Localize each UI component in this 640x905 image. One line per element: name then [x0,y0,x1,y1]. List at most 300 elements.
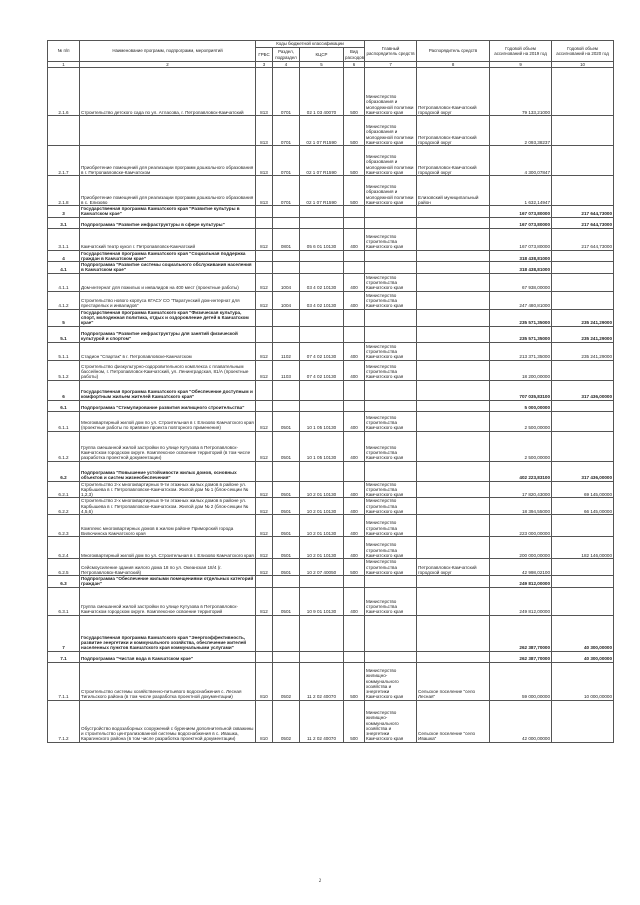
row-grbs [256,262,273,274]
row-kcsr: 07 4 02 10130 [300,342,344,360]
row-main-manager: Министерство жилищно-коммунального хозяйства и энергетики Камчатского края [365,700,417,742]
row-name: Строительство детского сада по ул. Атласова, г. Петропавловск-Камчатский [80,68,256,116]
row-amount-2020 [552,431,614,461]
header-main-manager: Главный распорядитель средств [365,41,417,62]
row-recipient [417,411,490,431]
row-kcsr: 02 1 03 40070 [300,68,344,116]
row-amount-2020: 235 241,29000 [552,309,614,326]
row-amount-2020 [552,176,614,206]
row-amount-2019: 2 500,00000 [490,431,552,461]
row-grbs: 813 [256,68,273,116]
row-amount-2020 [552,291,614,309]
row-recipient [417,309,490,326]
row-name: Государственная программа Камчатского края "Физическая культура, спорт, молодежная политика, отдых и оздоровление детей в Камчатском крае" [80,309,256,326]
row-section [273,615,300,651]
row-section [273,262,300,274]
row-kvr [344,262,365,274]
row-amount-2019: 17 820,43000 [490,481,552,498]
row-main-manager: Министерство строительства Камчатского края [365,481,417,498]
row-kcsr [300,250,344,262]
row-name: Строительство системы хозяйственно-питьевого водоснабжения с. Лесная Тигильского района (в том числе разработка проектной документации) [80,662,256,700]
row-name: Приобретение помещений для реализации программ дошкольного образования в г. Петропавловске-Камчатском [80,146,256,176]
row-kcsr: 10 2 01 10130 [300,515,344,537]
row-amount-2020: 10 000,00000 [552,662,614,700]
row-amount-2020 [552,515,614,537]
table-row [48,342,614,360]
row-amount-2019: 1 632,14947 [490,176,552,206]
row-name: Подпрограмма "Развитие инфраструктуры для занятий физической культурой и спортом" [80,326,256,342]
row-amount-2020: 182 146,00000 [552,537,614,559]
row-number: 6.1.2 [48,431,80,461]
row-kvr: 400 [344,360,365,380]
row-main-manager: Министерство строительства Камчатского края [365,559,417,576]
row-grbs [256,400,273,411]
row-kcsr: 03 4 02 10130 [300,291,344,309]
table-row [48,411,614,431]
row-recipient: Петропавловск-Камчатский городской округ [417,68,490,116]
row-grbs [256,461,273,481]
row-grbs [256,576,273,588]
header-index: 1 [48,62,80,68]
table-row [48,380,614,400]
row-section: 0501 [273,515,300,537]
row-amount-2019: 262 387,70000 [490,651,552,662]
row-kvr [344,651,365,662]
row-amount-2019: 235 571,35000 [490,309,552,326]
row-amount-2020: 66 145,00000 [552,498,614,515]
row-name: Группа смешанной жилой застройки по улице Кутузова в Петропавловск-Камчатском городском округе. Комплексное освоение территорий (в том числе разработка проектной документации) [80,431,256,461]
row-recipient [417,250,490,262]
row-number: 7.1 [48,651,80,662]
row-number: 4 [48,250,80,262]
row-kcsr [300,615,344,651]
row-kvr: 500 [344,559,365,576]
row-amount-2019: 249 812,00000 [490,576,552,588]
row-name: Многоквартирный жилой дом по ул. Строительная в г. Елизово Камчатского края [80,537,256,559]
row-main-manager [365,326,417,342]
row-kvr: 500 [344,700,365,742]
row-recipient [417,587,490,615]
table-row [48,461,614,481]
row-kcsr [300,206,344,218]
row-name: Подпрограмма "Развитие инфраструктуры в сфере культуры" [80,217,256,228]
header-2019: Годовой объем ассигнований на 2019 год [490,41,552,62]
row-recipient [417,262,490,274]
row-number: 6.1.1 [48,411,80,431]
row-kcsr: 05 6 01 10130 [300,228,344,250]
row-name: Строительство 2-х многоквартирных 9-ти этажных жилых домов в районе ул. Карбышева в г. Петропавловске-Камчатском. Жилой дом № 2 (блок-секции № 4,5,6) [80,498,256,515]
table-row [48,615,614,651]
row-amount-2019: 213 371,35000 [490,342,552,360]
row-amount-2019: 167 073,80000 [490,217,552,228]
row-main-manager [365,262,417,274]
row-recipient: Петропавловск-Камчатский городской округ [417,116,490,146]
row-amount-2019: 402 223,83100 [490,461,552,481]
row-section: 1004 [273,273,300,291]
header-index: 8 [417,62,490,68]
row-recipient: Петропавловск-Камчатский городской округ [417,559,490,576]
row-grbs: 813 [256,176,273,206]
row-name: Группа смешанной жилой застройки по улице Кутузова в Петропавловск-Камчатском городском округе. Комплексное освоение территорий [80,587,256,615]
row-kvr: 500 [344,116,365,146]
row-section: 0701 [273,68,300,116]
row-main-manager: Министерство строительства Камчатского края [365,515,417,537]
row-amount-2020 [552,559,614,576]
row-grbs: 812 [256,498,273,515]
row-name: Подпрограмма "Обеспечение жилыми помещениями отдельных категорий граждан" [80,576,256,588]
row-kvr: 400 [344,498,365,515]
row-amount-2020: 217 644,73000 [552,217,614,228]
row-grbs: 813 [256,116,273,146]
row-recipient [417,206,490,218]
row-amount-2019: 167 073,80000 [490,228,552,250]
row-amount-2019: 262 387,70000 [490,615,552,651]
row-kcsr [300,576,344,588]
row-number: 5.1 [48,326,80,342]
row-amount-2019: 4 300,07847 [490,146,552,176]
row-amount-2019: 167 073,80000 [490,206,552,218]
row-kcsr [300,380,344,400]
row-amount-2020 [552,411,614,431]
table-row [48,576,614,588]
row-name: Строительство 2-х многоквартирных 9-ти этажных жилых домов в районе ул. Карбышева в г. Петропавловске-Камчатском. Жилой дом № 1 (блок-секции № 1,2,3) [80,481,256,498]
row-number: 6.2 [48,461,80,481]
row-main-manager [365,651,417,662]
row-kcsr: 11 2 02 40070 [300,662,344,700]
row-kvr [344,576,365,588]
row-name: Подпрограмма "Стимулирование развития жилищного строительства" [80,400,256,411]
row-recipient [417,498,490,515]
row-section: 0501 [273,537,300,559]
row-amount-2020: 40 300,00000 [552,651,614,662]
row-kvr: 400 [344,342,365,360]
row-name: Обустройство водозаборных сооружений с бурением дополнительной скважины и строительство централизованной системы водоснабжения в с. Ивашка, Карагинского района (в том числе разработка проектной документации) [80,700,256,742]
row-recipient [417,342,490,360]
row-section [273,326,300,342]
row-main-manager: Министерство образования и молодежной политики Камчатского края [365,146,417,176]
table-row [48,537,614,559]
row-section [273,250,300,262]
header-index: 3 [256,62,273,68]
row-amount-2019: 318 438,81000 [490,262,552,274]
row-name: Многоквартирный жилой дом по ул. Строительная в г. Елизово Камчатского края (проектные работы по привязке проекта повторного применения) [80,411,256,431]
row-number: 6.3 [48,576,80,588]
row-kvr: 500 [344,176,365,206]
row-main-manager: Министерство образования и молодежной политики Камчатского края [365,68,417,116]
row-amount-2020 [552,576,614,588]
header-index: 10 [552,62,614,68]
table-row [48,662,614,700]
row-section: 0502 [273,700,300,742]
row-amount-2019: 79 133,21000 [490,68,552,116]
row-main-manager [365,615,417,651]
table-row [48,250,614,262]
table-row [48,360,614,380]
row-main-manager: Министерство строительства Камчатского края [365,587,417,615]
row-name: Государственная программа Камчатского края "Развитие культуры в Камчатском крае" [80,206,256,218]
row-amount-2020 [552,262,614,274]
row-amount-2019: 2 500,00000 [490,411,552,431]
row-section [273,217,300,228]
row-section: 0701 [273,176,300,206]
row-kcsr: 10 1 05 10130 [300,411,344,431]
table-row [48,206,614,218]
row-number: 2.1.7 [48,146,80,176]
row-section [273,400,300,411]
table-row [48,515,614,537]
row-amount-2019: 707 035,83100 [490,380,552,400]
row-name: Строительство нового корпуса КГАСУ СО "Паратунский дом-интернат для престарелых и инвалидов" [80,291,256,309]
row-amount-2019: 247 480,81000 [490,291,552,309]
row-recipient [417,481,490,498]
row-kvr [344,615,365,651]
row-name: Дом-интернат для пожилых и инвалидов на 400 мест (проектные работы) [80,273,256,291]
row-kvr [344,380,365,400]
row-kvr: 400 [344,228,365,250]
row-grbs: 812 [256,481,273,498]
row-grbs: 812 [256,273,273,291]
row-amount-2020: 235 241,29000 [552,342,614,360]
row-main-manager: Министерство строительства Камчатского края [365,537,417,559]
row-main-manager [365,576,417,588]
row-grbs [256,651,273,662]
row-amount-2019: 5 000,00000 [490,400,552,411]
row-kvr: 400 [344,587,365,615]
header-num: № п/п [48,41,80,62]
header-index: 7 [365,62,417,68]
header-recipient: Распорядитель средств [417,41,490,62]
row-kcsr [300,461,344,481]
table-row [48,587,614,615]
row-amount-2019: 42 998,02100 [490,559,552,576]
table-row [48,326,614,342]
row-number: 2.1.8 [48,176,80,206]
row-recipient [417,461,490,481]
header-kcsr: КЦСР [300,48,344,62]
header-2020: Годовой объем ассигнований на 2020 год [552,41,614,62]
row-grbs: 812 [256,342,273,360]
row-main-manager: Министерство строительства Камчатского края [365,228,417,250]
row-name: Сейсмоусиление здания жилого дома 18 по ул. Океанская 18/4 (г. Петропавловск-Камчатский) [80,559,256,576]
table-row [48,400,614,411]
row-number: 7.1.2 [48,700,80,742]
row-amount-2020 [552,400,614,411]
row-kvr [344,206,365,218]
table-row [48,431,614,461]
row-recipient: Сельское поселение "село Ивашка" [417,700,490,742]
row-number: 2.1.6 [48,68,80,116]
row-section: 0501 [273,559,300,576]
row-main-manager [365,400,417,411]
row-grbs: 812 [256,411,273,431]
row-amount-2020: 317 436,00000 [552,461,614,481]
row-name [80,116,256,146]
row-number [48,116,80,146]
header-index: 4 [273,62,300,68]
row-kvr: 400 [344,291,365,309]
row-kvr: 500 [344,662,365,700]
row-kvr [344,400,365,411]
row-amount-2020: 69 145,00000 [552,481,614,498]
header-index: 2 [80,62,256,68]
table-row [48,146,614,176]
header-index: 6 [344,62,365,68]
row-grbs: 812 [256,431,273,461]
row-grbs [256,309,273,326]
row-main-manager: Министерство жилищно-коммунального хозяйства и энергетики Камчатского края [365,662,417,700]
row-kcsr: 10 2 07 40050 [300,559,344,576]
row-kvr [344,461,365,481]
row-grbs: 812 [256,559,273,576]
row-section: 0501 [273,587,300,615]
row-kcsr: 10 9 01 10130 [300,587,344,615]
row-recipient [417,400,490,411]
row-kcsr [300,326,344,342]
row-grbs [256,217,273,228]
row-section: 0501 [273,431,300,461]
row-recipient [417,537,490,559]
row-number: 6.2.4 [48,537,80,559]
table-row [48,559,614,576]
row-section: 1004 [273,291,300,309]
row-kvr [344,217,365,228]
table-row [48,481,614,498]
row-recipient [417,515,490,537]
row-kcsr: 10 2 01 10130 [300,498,344,515]
row-main-manager [365,461,417,481]
row-section: 0501 [273,498,300,515]
row-number: 3.1.1 [48,228,80,250]
row-number: 4.1.2 [48,291,80,309]
row-section [273,309,300,326]
row-section [273,380,300,400]
row-grbs [256,615,273,651]
table-row [48,291,614,309]
header-index: 9 [490,62,552,68]
row-recipient [417,228,490,250]
row-section [273,461,300,481]
row-amount-2020 [552,68,614,116]
row-kcsr [300,309,344,326]
table-row [48,309,614,326]
row-main-manager: Министерство образования и молодежной политики Камчатского края [365,176,417,206]
row-number: 6.1 [48,400,80,411]
row-section: 0501 [273,481,300,498]
table-row [48,176,614,206]
row-amount-2019: 223 000,00000 [490,515,552,537]
row-amount-2019: 200 000,00000 [490,537,552,559]
row-amount-2020 [552,146,614,176]
row-amount-2020 [552,116,614,146]
row-amount-2019: 42 000,00000 [490,700,552,742]
table-row [48,68,614,116]
row-name: Комплекс многоквартирных домов в жилом районе Приморский города Вилючинска Камчатского края [80,515,256,537]
row-main-manager: Министерство строительства Камчатского края [365,498,417,515]
row-main-manager: Министерство строительства Камчатского края [365,273,417,291]
row-recipient [417,273,490,291]
row-main-manager [365,217,417,228]
row-amount-2020 [552,250,614,262]
row-name: Подпрограмма "Повышение устойчивости жилых домов, основных объектов и систем жизнеобеспечения" [80,461,256,481]
row-number: 6.2.1 [48,481,80,498]
row-number: 5 [48,309,80,326]
row-kcsr: 10 2 01 10130 [300,537,344,559]
row-amount-2020 [552,273,614,291]
row-kcsr [300,651,344,662]
row-name: Подпрограмма "Развитие системы социального обслуживания населения в Камчатском крае" [80,262,256,274]
row-amount-2019: 18 200,00000 [490,360,552,380]
row-kvr [344,309,365,326]
row-kvr: 500 [344,68,365,116]
row-grbs: 810 [256,662,273,700]
table-header [48,41,614,68]
row-name: Камчатский театр кукол г. Петропавловск-Камчатский [80,228,256,250]
row-section [273,206,300,218]
table-row [48,651,614,662]
row-grbs: 812 [256,537,273,559]
row-main-manager: Министерство строительства Камчатского края [365,431,417,461]
row-main-manager: Министерство строительства Камчатского края [365,411,417,431]
row-recipient [417,651,490,662]
budget-table [47,40,614,743]
row-kvr [344,250,365,262]
row-name: Государственная программа Камчатского края "Обеспечение доступным и комфортным жильем жителей Камчатского края" [80,380,256,400]
row-name: Государственная программа Камчатского края "Энергоэффективность, развитие энергетики и коммунального хозяйства, обеспечение жителей населенных пунктов Камчатского края коммунальными услугами" [80,615,256,651]
row-number: 6.2.5 [48,559,80,576]
budget-table-sheet [47,40,613,743]
row-main-manager [365,380,417,400]
row-number: 7 [48,615,80,651]
row-recipient [417,326,490,342]
row-kcsr: 11 2 02 40070 [300,700,344,742]
row-recipient [417,380,490,400]
header-section: Раздел, подраздел [273,48,300,62]
row-kcsr: 02 1 07 R1590 [300,116,344,146]
row-kvr: 400 [344,515,365,537]
row-recipient [417,431,490,461]
row-amount-2020 [552,700,614,742]
row-main-manager [365,309,417,326]
row-name: Стадион "Спартак" в г. Петропавловске-Камчатском [80,342,256,360]
row-number: 7.1.1 [48,662,80,700]
row-amount-2019: 318 438,81000 [490,250,552,262]
row-name: Приобретение помещений для реализации программ дошкольного образования в с. Елизово [80,176,256,206]
table-row [48,116,614,146]
row-amount-2019: 67 938,00000 [490,273,552,291]
row-name: Подпрограмма "Чистая вода в Камчатском крае" [80,651,256,662]
header-index: 5 [300,62,344,68]
row-kcsr: 02 1 07 R1590 [300,146,344,176]
row-grbs: 812 [256,360,273,380]
row-recipient: Сельское поселение "село Лесная" [417,662,490,700]
row-number: 5.1.1 [48,342,80,360]
row-grbs: 812 [256,515,273,537]
row-recipient [417,217,490,228]
row-main-manager: Министерство образования и молодежной политики Камчатского края [365,116,417,146]
row-section: 1103 [273,360,300,380]
row-number: 3 [48,206,80,218]
table-row [48,700,614,742]
table-row [48,228,614,250]
table-body [48,68,614,743]
row-kvr: 400 [344,273,365,291]
row-recipient: Петропавловск-Камчатский городской округ [417,146,490,176]
row-grbs: 812 [256,228,273,250]
row-kcsr [300,262,344,274]
row-kvr: 500 [344,146,365,176]
row-amount-2020: 40 300,00000 [552,615,614,651]
row-grbs: 813 [256,146,273,176]
